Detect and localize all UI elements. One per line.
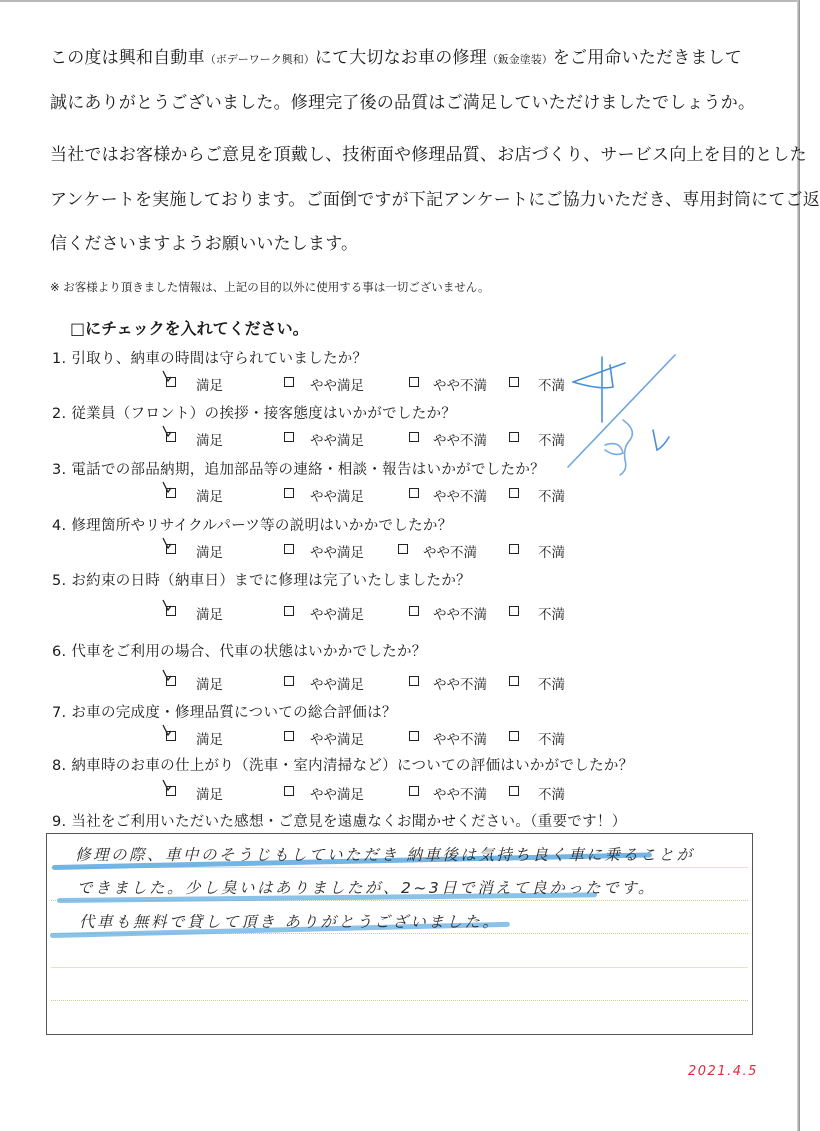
question-9	[52, 810, 627, 831]
signature-text: 才ろし	[565, 320, 614, 339]
checkbox-option-2[interactable]	[284, 676, 294, 686]
handwritten-comment-line-3: 代車も無料で貸して頂き ありがとうございました。	[79, 913, 501, 931]
option-label: 満足	[196, 732, 223, 748]
question-number: 6.	[52, 644, 67, 660]
intro-line-4: アンケートを実施しております。ご面倒ですが下記アンケートにご協力いただき、専用封筒にてご返	[50, 190, 820, 210]
intro-line-5: 信くださいますようお願いいたします。	[50, 234, 359, 254]
option-label: やや不満	[423, 545, 477, 561]
question-number: 5.	[52, 573, 67, 589]
checkbox-option-3[interactable]	[409, 488, 419, 498]
checkbox-option-2[interactable]	[284, 731, 294, 741]
checkbox-option-4[interactable]	[509, 544, 519, 554]
checkbox-option-3[interactable]	[409, 377, 419, 387]
option-label: やや不満	[433, 677, 487, 693]
checkbox-option-3[interactable]	[409, 786, 419, 796]
question-text: 従業員（フロント）の挨拶・接客態度はいかがでしたか？	[71, 406, 457, 422]
checkbox-option-2[interactable]	[284, 544, 294, 554]
checkbox-option-3[interactable]	[409, 731, 419, 741]
checkbox-option-4[interactable]	[509, 676, 519, 686]
question-text: 当社をご利用いただいた感想・ご意見を遠慮なくお聞かせください。（重要です！）	[71, 814, 627, 830]
option-label: やや満足	[310, 787, 364, 803]
checkbox-option-2[interactable]	[284, 432, 294, 442]
check-mark-icon	[162, 724, 178, 742]
intro-line-2: 誠にありがとうございました。修理完了後の品質はご満足していただけましたでしょうか。	[50, 93, 756, 113]
question-number: 4.	[52, 518, 67, 534]
option-label: やや満足	[310, 378, 364, 394]
handwritten-comment-line-1: 修理の際、車中のそうじもしていただき 納車後は気持ち良く車に乗ることが	[75, 846, 695, 864]
checkbox-option-4[interactable]	[509, 377, 519, 387]
scan-edge-right	[797, 0, 800, 1131]
option-label: 満足	[196, 607, 223, 623]
option-label: 満足	[196, 787, 223, 803]
question-number: 7.	[52, 705, 67, 721]
option-label: やや満足	[310, 433, 364, 449]
option-label: 満足	[196, 489, 223, 505]
option-label: 不満	[538, 378, 565, 394]
option-label: やや満足	[310, 545, 364, 561]
option-label: 不満	[538, 545, 565, 561]
option-label: やや満足	[310, 489, 364, 505]
ruled-line	[51, 967, 748, 968]
option-label: やや不満	[433, 732, 487, 748]
question-text: 納車時のお車の仕上がり（洗車・室内清掃など）についての評価はいかがでしたか？	[71, 758, 634, 774]
question-1	[52, 347, 367, 368]
question-text: お車の完成度・修理品質についての総合評価は？	[71, 705, 397, 721]
question-text: 引取り、納車の時間は守られていましたか？	[71, 351, 368, 367]
intro-line-3: 当社ではお客様からご意見を頂戴し、技術面や修理品質、お店づくり、サービス向上を目的とした	[50, 145, 807, 165]
question-5	[52, 569, 471, 590]
checkbox-option-4[interactable]	[509, 731, 519, 741]
option-label: 不満	[538, 489, 565, 505]
option-label: やや不満	[433, 787, 487, 803]
option-label: 不満	[538, 732, 565, 748]
privacy-note: ※ お客様より頂きました情報は、上記の目的以外に使用する事は一切ございません。	[50, 280, 490, 294]
comment-box[interactable]	[46, 833, 753, 1035]
question-number: 1.	[52, 351, 67, 367]
checkbox-option-3[interactable]	[398, 544, 408, 554]
checkbox-option-2[interactable]	[284, 488, 294, 498]
handwritten-comment-line-2: できました。少し臭いはありましたが、2~3日で消えて良かったです。	[77, 879, 656, 897]
question-4	[52, 514, 453, 535]
check-mark-icon	[162, 370, 178, 388]
option-label: やや不満	[433, 607, 487, 623]
intro-line-1	[50, 48, 742, 70]
option-label: やや不満	[433, 433, 487, 449]
checkbox-option-2[interactable]	[284, 786, 294, 796]
checkbox-option-3[interactable]	[409, 676, 419, 686]
question-2	[52, 402, 456, 423]
company-subname: （ボデーワーク興和）	[204, 53, 315, 66]
question-8	[52, 754, 633, 775]
question-number: 9.	[52, 814, 67, 830]
checkbox-option-3[interactable]	[409, 606, 419, 616]
question-text: 代車をご利用の場合、代車の状態はいかかでしたか？	[71, 644, 427, 660]
option-label: 満足	[196, 433, 223, 449]
option-label: 不満	[538, 607, 565, 623]
option-label: やや満足	[310, 732, 364, 748]
question-text: お約束の日時（納車日）までに修理は完了いたしましたか？	[71, 573, 471, 589]
repair-type: （鈑金塗装）	[486, 53, 553, 66]
date-stamp: 2021.4.5	[688, 1064, 758, 1079]
option-label: やや不満	[433, 378, 487, 394]
signature-scribble-icon	[565, 320, 685, 475]
check-mark-icon	[162, 481, 178, 499]
question-6	[52, 640, 427, 661]
question-number: 3.	[52, 462, 67, 478]
option-label: 満足	[196, 378, 223, 394]
option-label: 不満	[538, 677, 565, 693]
check-mark-icon	[162, 669, 178, 687]
question-3	[52, 458, 545, 479]
question-number: 2.	[52, 406, 67, 422]
option-label: 不満	[538, 787, 565, 803]
question-7	[52, 701, 397, 722]
option-label: 不満	[538, 433, 565, 449]
option-label: やや満足	[310, 677, 364, 693]
intro-text: この度は興和自動車	[50, 48, 205, 68]
option-label: 満足	[196, 545, 223, 561]
check-mark-icon	[162, 779, 178, 797]
scan-edge-top	[0, 0, 800, 2]
instruction-heading: □にチェックを入れてください。	[70, 319, 309, 338]
checkbox-option-3[interactable]	[409, 432, 419, 442]
option-label: やや不満	[433, 489, 487, 505]
check-mark-icon	[162, 599, 178, 617]
question-text: 修理箇所やリサイクルパーツ等の説明はいかかでしたか？	[71, 518, 453, 534]
checkbox-option-4[interactable]	[509, 432, 519, 442]
check-mark-icon	[162, 425, 178, 443]
intro-text: をご用命いただきまして	[552, 48, 743, 68]
checkbox-option-2[interactable]	[284, 377, 294, 387]
question-text: 電話での部品納期，追加部品等の連絡・相談・報告はいかがでしたか？	[71, 462, 545, 478]
checkbox-option-2[interactable]	[284, 606, 294, 616]
checkbox-option-4[interactable]	[509, 488, 519, 498]
option-label: 満足	[196, 677, 223, 693]
check-mark-icon	[162, 537, 178, 555]
checkbox-option-4[interactable]	[509, 606, 519, 616]
option-label: やや満足	[310, 607, 364, 623]
intro-text: にて大切なお車の修理	[314, 48, 487, 68]
question-number: 8.	[52, 758, 67, 774]
checkbox-option-4[interactable]	[509, 786, 519, 796]
ruled-line	[51, 1000, 748, 1001]
